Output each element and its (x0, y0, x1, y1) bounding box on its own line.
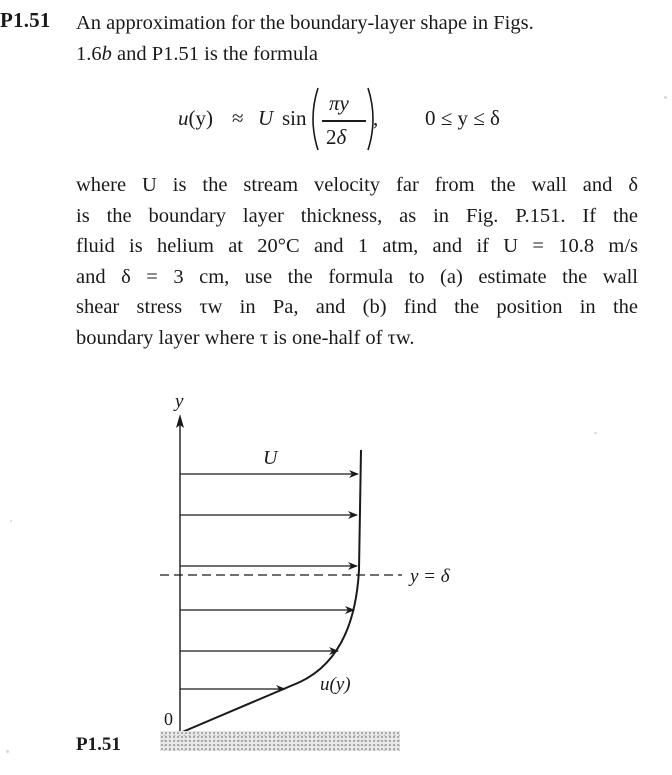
formula-approx-sign: ≈ (232, 106, 244, 130)
body-line: shear stress τw in Pa, and (b) find the position in the (76, 296, 638, 318)
body-line: boundary layer where τ is one-half of τw. (76, 326, 415, 349)
body-line: where U is the stream velocity far from the wall and δ (76, 174, 638, 196)
formula-range: 0 ≤ y ≤ δ (425, 106, 500, 130)
body-line: fluid is helium at 20°C and 1 atm, and if U = 10.8 m/s (76, 235, 638, 257)
body-line: is the boundary layer thickness, as in Fig. P.151. If the (76, 204, 638, 227)
freestream-label: U (263, 447, 278, 469)
figure-caption: P1.51 (76, 734, 121, 755)
problem-number: P1.51 (0, 8, 51, 32)
formula-lhs: u(y) (178, 106, 213, 130)
formula-comma: , (373, 106, 379, 130)
wall-surface-hatching (160, 731, 400, 751)
intro-line-1: An approximation for the boundary-layer shape in Figs. (76, 12, 534, 34)
formula-sin: sin (282, 106, 307, 130)
formula-denominator: 2δ (326, 125, 347, 149)
scan-speck (6, 750, 9, 753)
scan-speck (594, 432, 597, 434)
body-line: and δ = 3 cm, use the formula to (a) estimate the wall (76, 265, 638, 288)
intro-line-2: 1.6b and P1.51 is the formula (76, 43, 318, 65)
origin-label: 0 (164, 709, 173, 729)
formula-U: U (258, 106, 274, 130)
y-axis-label: y (175, 391, 184, 412)
boundary-layer-edge-label: y = δ (410, 566, 450, 587)
scan-speck (664, 96, 667, 99)
profile-label: u(y) (320, 674, 351, 695)
formula-numerator: πy (329, 91, 349, 115)
scan-speck (10, 520, 12, 522)
